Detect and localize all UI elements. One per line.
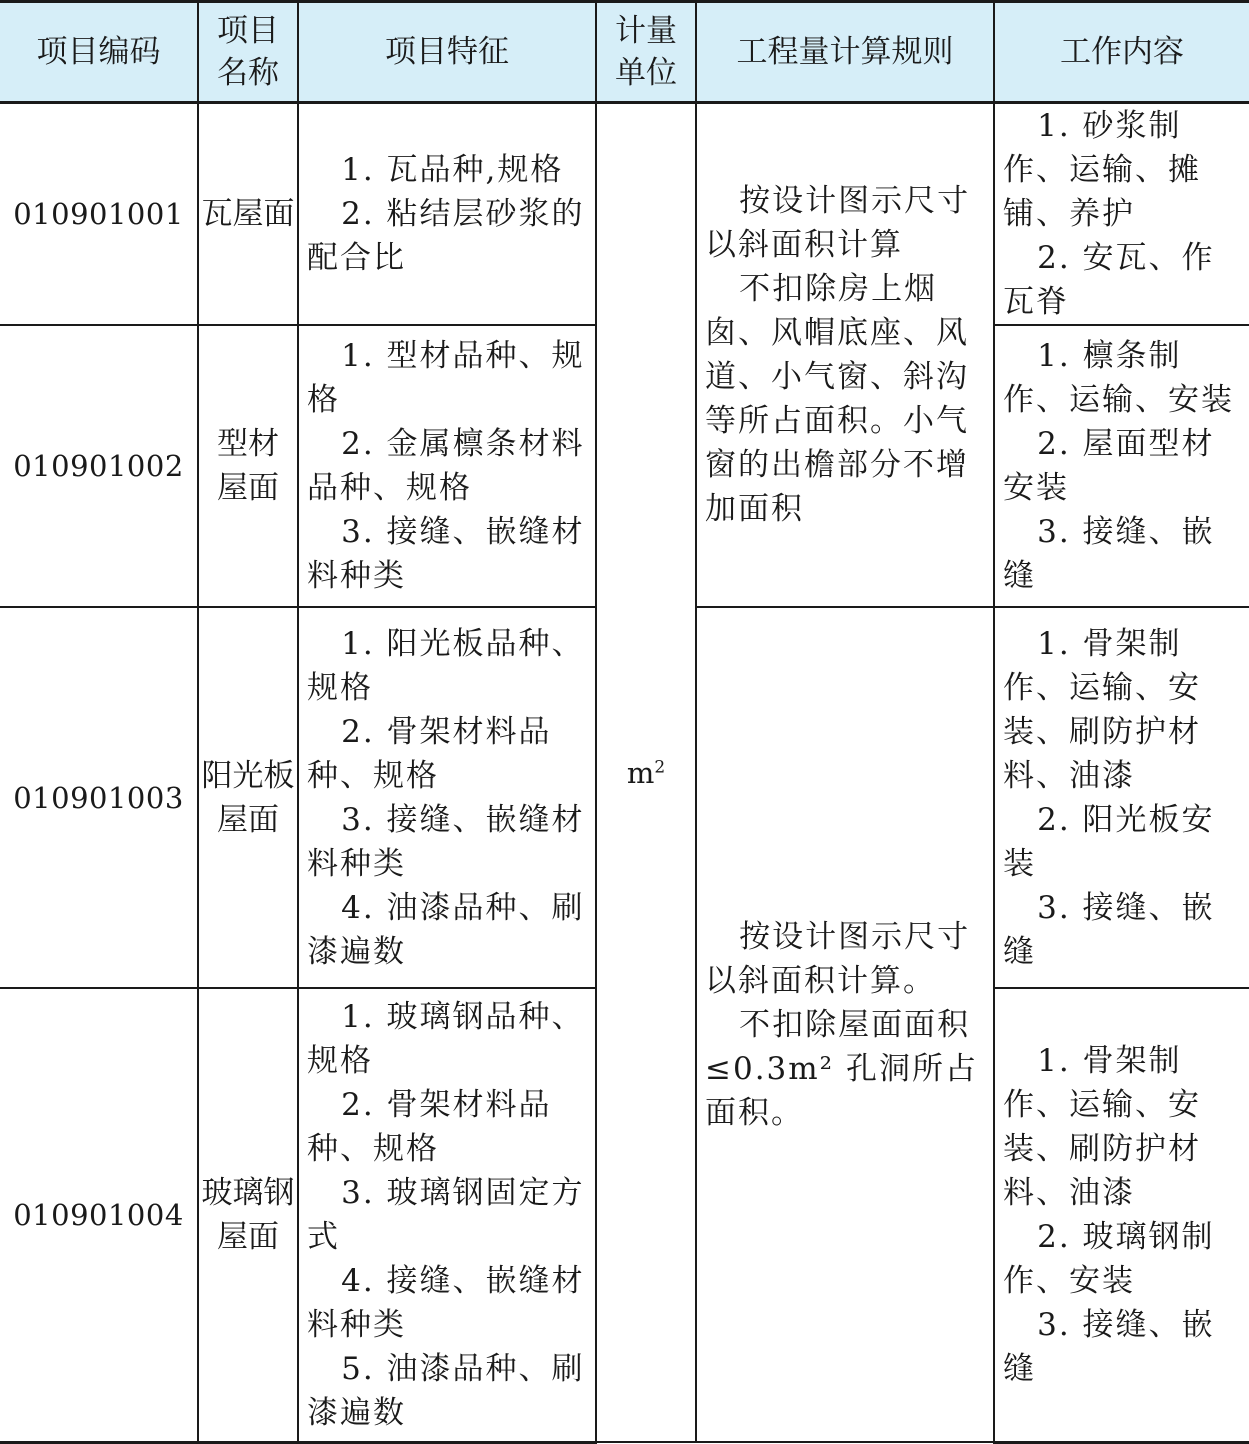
feature-line: 5. 油漆品种、刷漆遍数 [307,1350,585,1431]
feature-line: 3. 玻璃钢固定方式 [307,1174,585,1255]
feature-line: 1. 型材品种、规格 [307,338,585,418]
feature-line: 2. 粘结层砂浆的配合比 [307,196,585,276]
rule-line: 按设计图示尺寸以斜面积计算 [705,183,971,263]
item-name: 玻璃钢 屋面 [198,988,298,1442]
item-features [298,988,596,1442]
feature-line: 3. 接缝、嵌缝材料种类 [307,514,585,594]
calc-rule [696,607,994,1442]
item-code: 010901002 [0,325,198,607]
work-line: 3. 接缝、嵌缝 [1003,514,1215,594]
unit-superscript: 2 [654,756,666,777]
header-work: 工作内容 [994,2,1249,103]
work-line: 1. 骨架制作、运输、安装、刷防护材料、油漆 [1003,625,1201,794]
feature-line: 1. 阳光板品种、规格 [307,625,585,706]
work-line: 1. 骨架制作、运输、安装、刷防护材料、油漆 [1003,1042,1201,1211]
work-content [994,607,1249,988]
item-features [298,607,596,988]
work-line: 1. 砂浆制作、运输、摊铺、养护 [1003,108,1201,232]
feature-line: 2. 骨架材料品种、规格 [307,1086,552,1167]
unit-cell [596,103,696,1443]
header-unit: 计量 单位 [596,2,696,103]
feature-line: 4. 油漆品种、刷漆遍数 [307,889,585,970]
header-row [0,2,1249,103]
work-content [994,103,1249,326]
work-content [994,325,1249,607]
work-line: 1. 檩条制作、运输、安装 [1003,338,1234,418]
unit-base: m [626,755,655,790]
item-features [298,325,596,607]
work-content [994,988,1249,1442]
item-name: 型材 屋面 [198,325,298,607]
rule-line: 不扣除屋面面积≤0.3m² 孔洞所占面积。 [705,1006,978,1131]
item-name: 瓦屋面 [198,103,298,326]
table-row [0,103,1249,326]
work-line: 2. 屋面型材安装 [1003,426,1215,506]
work-line: 3. 接缝、嵌缝 [1003,1306,1215,1387]
calc-rule [696,103,994,608]
feature-line: 1. 玻璃钢品种、规格 [307,998,585,1079]
feature-line: 1. 瓦品种,规格 [341,152,564,188]
work-line: 2. 玻璃钢制作、安装 [1003,1218,1215,1299]
header-code: 项目编码 [0,2,198,103]
item-name: 阳光板 屋面 [198,607,298,988]
work-line: 2. 阳光板安装 [1003,801,1215,882]
rule-line: 不扣除房上烟囱、风帽底座、风道、小气窗、斜沟等所占面积。小气窗的出檐部分不增加面积 [705,271,969,527]
feature-line: 2. 金属檩条材料品种、规格 [307,426,585,506]
item-code: 010901001 [0,103,198,326]
feature-line: 2. 骨架材料品种、规格 [307,713,552,794]
header-features: 项目特征 [298,2,596,103]
header-rule: 工程量计算规则 [696,2,994,103]
header-name: 项目 名称 [198,2,298,103]
item-features [298,103,596,326]
rule-line: 按设计图示尺寸以斜面积计算。 [705,918,971,999]
work-line: 3. 接缝、嵌缝 [1003,889,1215,970]
work-line: 2. 安瓦、作瓦脊 [1003,240,1215,320]
feature-line: 4. 接缝、嵌缝材料种类 [307,1262,585,1343]
item-code: 010901004 [0,988,198,1442]
item-code: 010901003 [0,607,198,988]
feature-line: 3. 接缝、嵌缝材料种类 [307,801,585,882]
